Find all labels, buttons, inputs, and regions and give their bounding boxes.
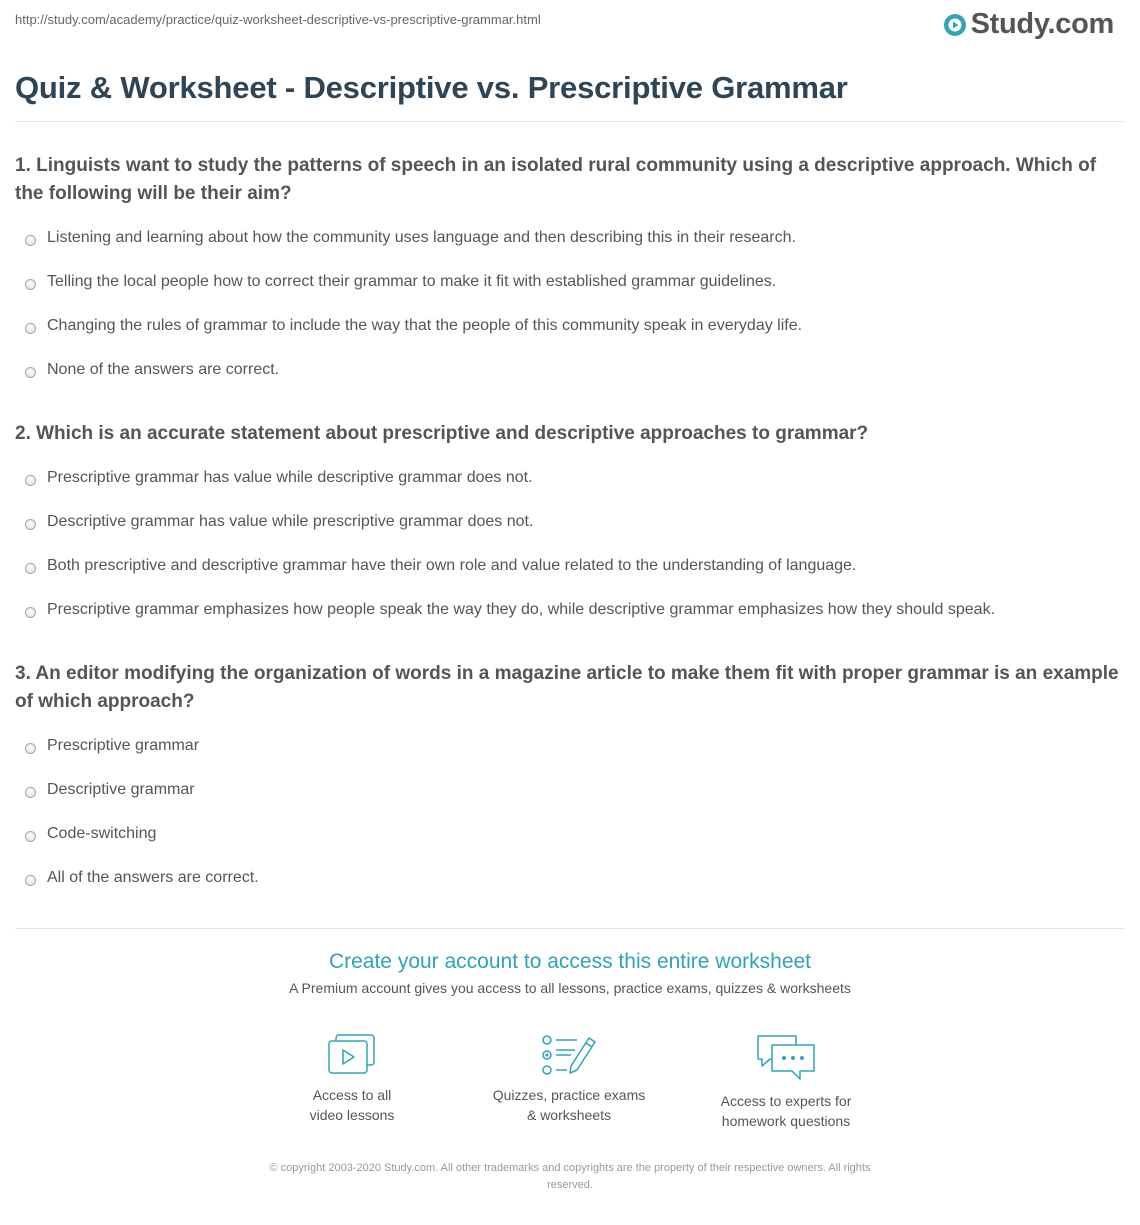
answer-label: Listening and learning about how the community uses language and then describing this in their research.	[47, 229, 796, 246]
answer-label: Prescriptive grammar emphasizes how people speak the way they do, while descriptive grammar emphasizes how they should speak.	[47, 601, 996, 618]
radio-button[interactable]	[25, 475, 36, 486]
feature-line-2: video lessons	[309, 1107, 395, 1123]
answer-label: All of the answers are correct.	[47, 869, 259, 886]
study-logo[interactable]	[943, 8, 1114, 41]
feature-line-2: & worksheets	[526, 1107, 612, 1123]
chat-bubbles-icon	[754, 1033, 818, 1083]
radio-button[interactable]	[25, 831, 36, 842]
radio-button[interactable]	[25, 279, 36, 290]
question-3	[15, 660, 1125, 913]
answer-option[interactable]	[15, 825, 1125, 869]
cta-subtitle: A Premium account gives you access to all lessons, practice exams, quizzes & worksheets	[289, 980, 851, 996]
brand-name: Study.com	[970, 8, 1114, 40]
feature-line-1: Quizzes, practice exams	[492, 1087, 646, 1103]
radio-button[interactable]	[25, 875, 36, 886]
page-url: http://study.com/academy/practice/quiz-worksheet-descriptive-vs-prescriptive-grammar.html	[15, 12, 541, 27]
feature-video-lessons	[252, 1033, 452, 1125]
answer-label: Prescriptive grammar has value while descriptive grammar does not.	[47, 469, 533, 486]
radio-button[interactable]	[25, 323, 36, 334]
answer-label: Changing the rules of grammar to include the way that the people of this community speak in everyday life.	[47, 317, 803, 334]
answer-option[interactable]	[15, 601, 1125, 645]
answer-label: Descriptive grammar has value while prescriptive grammar does not.	[47, 513, 534, 530]
answer-label: Both prescriptive and descriptive grammar have their own role and value related to the understanding of language.	[47, 557, 857, 574]
page-title: Quiz & Worksheet - Descriptive vs. Prescriptive Grammar	[15, 70, 848, 105]
radio-button[interactable]	[25, 367, 36, 378]
answer-option[interactable]	[15, 469, 1125, 513]
divider	[15, 121, 1125, 122]
signup-cta	[0, 950, 1140, 996]
radio-button[interactable]	[25, 563, 36, 574]
copyright-footer	[215, 1160, 925, 1194]
question-1	[15, 152, 1125, 405]
answer-label: Descriptive grammar	[47, 781, 195, 798]
video-lessons-icon	[326, 1033, 378, 1077]
copyright-line-2: reserved.	[547, 1179, 593, 1191]
answer-option[interactable]	[15, 737, 1125, 781]
radio-button[interactable]	[25, 743, 36, 754]
answer-option[interactable]	[15, 273, 1125, 317]
answer-option[interactable]	[15, 557, 1125, 601]
question-text: 2. Which is an accurate statement about prescriptive and descriptive approaches to grammar?	[15, 423, 869, 444]
answer-label: Code-switching	[47, 825, 157, 842]
feature-line-2: homework questions	[721, 1113, 851, 1129]
question-2	[15, 420, 1125, 645]
answer-label: Prescriptive grammar	[47, 737, 200, 754]
answer-option[interactable]	[15, 781, 1125, 825]
play-circle-icon	[943, 13, 967, 37]
answer-label: Telling the local people how to correct their grammar to make it fit with established grammar guidelines.	[47, 273, 777, 290]
answer-option[interactable]	[15, 513, 1125, 557]
radio-button[interactable]	[25, 607, 36, 618]
question-text: 1. Linguists want to study the patterns of speech in an isolated rural community using a descriptive approach. Which of the following will be their aim?	[15, 155, 1097, 204]
divider	[15, 928, 1125, 929]
feature-line-1: Access to experts for	[720, 1093, 852, 1109]
answer-option[interactable]	[15, 869, 1125, 913]
feature-line-1: Access to all	[312, 1087, 392, 1103]
radio-button[interactable]	[25, 787, 36, 798]
answer-option[interactable]	[15, 317, 1125, 361]
copyright-line-1: © copyright 2003-2020 Study.com. All other trademarks and copyrights are the property of their respective owners. All rights	[269, 1162, 871, 1174]
quiz-checklist-icon	[541, 1033, 597, 1077]
question-text: 3. An editor modifying the organization of words in a magazine article to make them fit with proper grammar is an example of which approach?	[15, 663, 1119, 712]
answer-option[interactable]	[15, 361, 1125, 405]
feature-experts	[686, 1033, 886, 1131]
feature-quizzes	[469, 1033, 669, 1125]
radio-button[interactable]	[25, 235, 36, 246]
answer-label: None of the answers are correct.	[47, 361, 280, 378]
cta-link[interactable]: Create your account to access this entire worksheet	[328, 950, 812, 973]
answer-option[interactable]	[15, 229, 1125, 273]
radio-button[interactable]	[25, 519, 36, 530]
